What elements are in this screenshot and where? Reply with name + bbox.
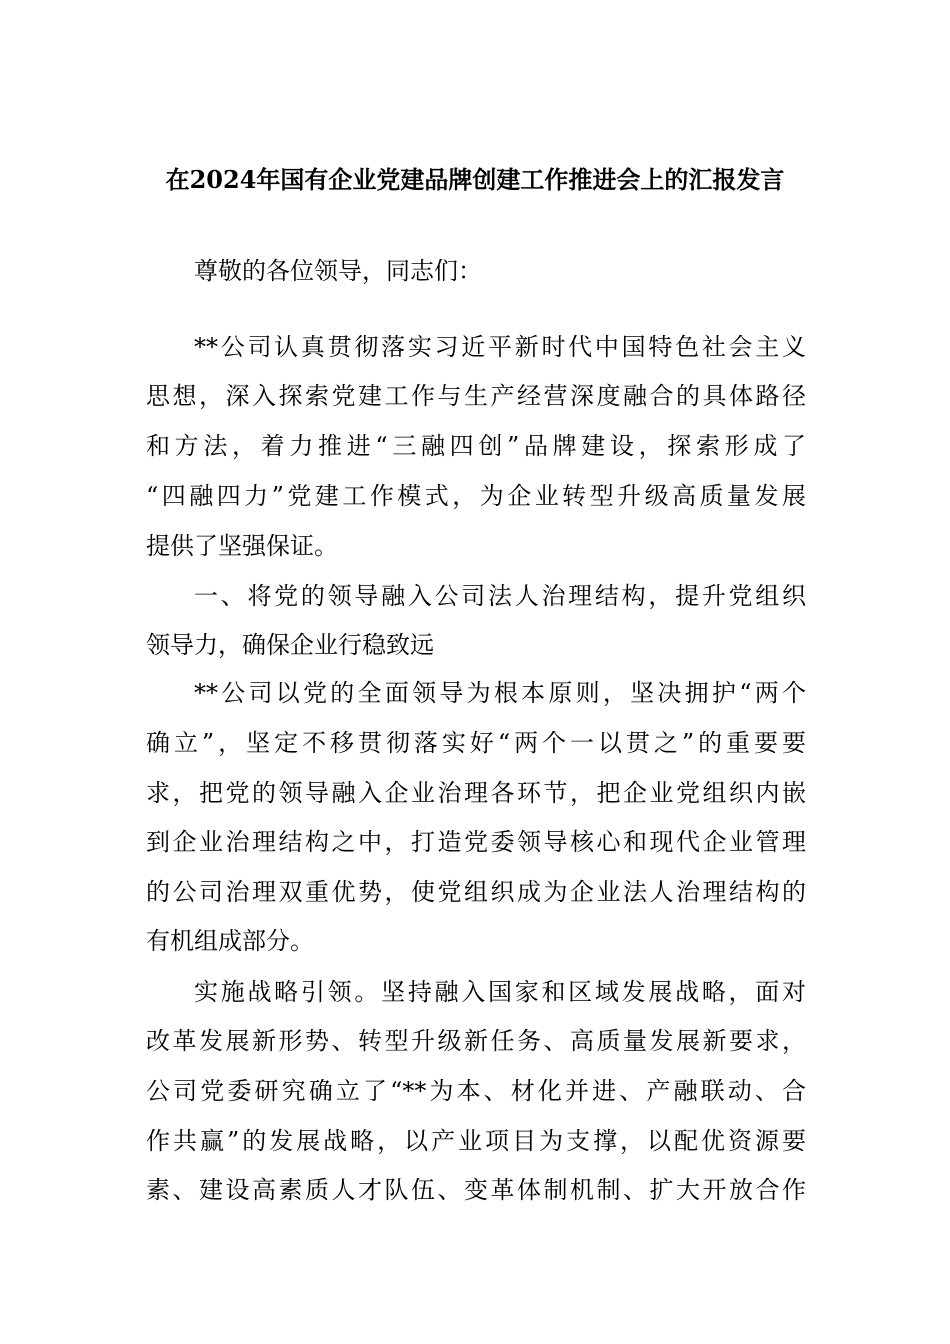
text-line: “四融四力”党建工作模式，为企业转型升级高质量发展 (146, 482, 806, 510)
text-line: 思想，深入探索党建工作与生产经营深度融合的具体路径 (146, 382, 806, 410)
text-line: **公司认真贯彻落实习近平新时代中国特色社会主义 (194, 333, 806, 361)
text-line: 到企业治理结构之中，打造党委领导核心和现代企业管理 (146, 828, 806, 856)
text-line: 和方法，着力推进“三融四创”品牌建设，探索形成了 (146, 432, 806, 460)
text-line: 有机组成部分。 (146, 927, 314, 955)
text-line: 实施战略引领。坚持融入国家和区域发展战略，面对 (194, 978, 806, 1006)
text-line: 领导力，确保企业行稳致远 (146, 631, 434, 659)
text-line: 尊敬的各位领导，同志们： (194, 257, 482, 285)
text-line: 作共赢”的发展战略，以产业项目为支撑，以配优资源要 (146, 1127, 806, 1155)
text-line: 公司党委研究确立了“**为本、材化并进、产融联动、合 (146, 1077, 806, 1105)
document-title: 在2024年国有企业党建品牌创建工作推进会上的汇报发言 (165, 165, 785, 194)
text-line: 提供了坚强保证。 (146, 532, 338, 560)
text-line: 求，把党的领导融入企业治理各环节，把企业党组织内嵌 (146, 779, 806, 807)
text-line: **公司以党的全面领导为根本原则，坚决拥护“两个 (194, 679, 806, 707)
text-line: 确立”，坚定不移贯彻落实好“两个一以贯之”的重要要 (146, 729, 806, 757)
text-line: 改革发展新形势、转型升级新任务、高质量发展新要求， (146, 1027, 806, 1055)
text-line: 的公司治理双重优势，使党组织成为企业法人治理结构的 (146, 878, 806, 906)
text-line: 素、建设高素质人才队伍、变革体制机制、扩大开放合作 (146, 1176, 806, 1204)
text-line: 一、将党的领导融入公司法人治理结构，提升党组织 (194, 582, 806, 610)
